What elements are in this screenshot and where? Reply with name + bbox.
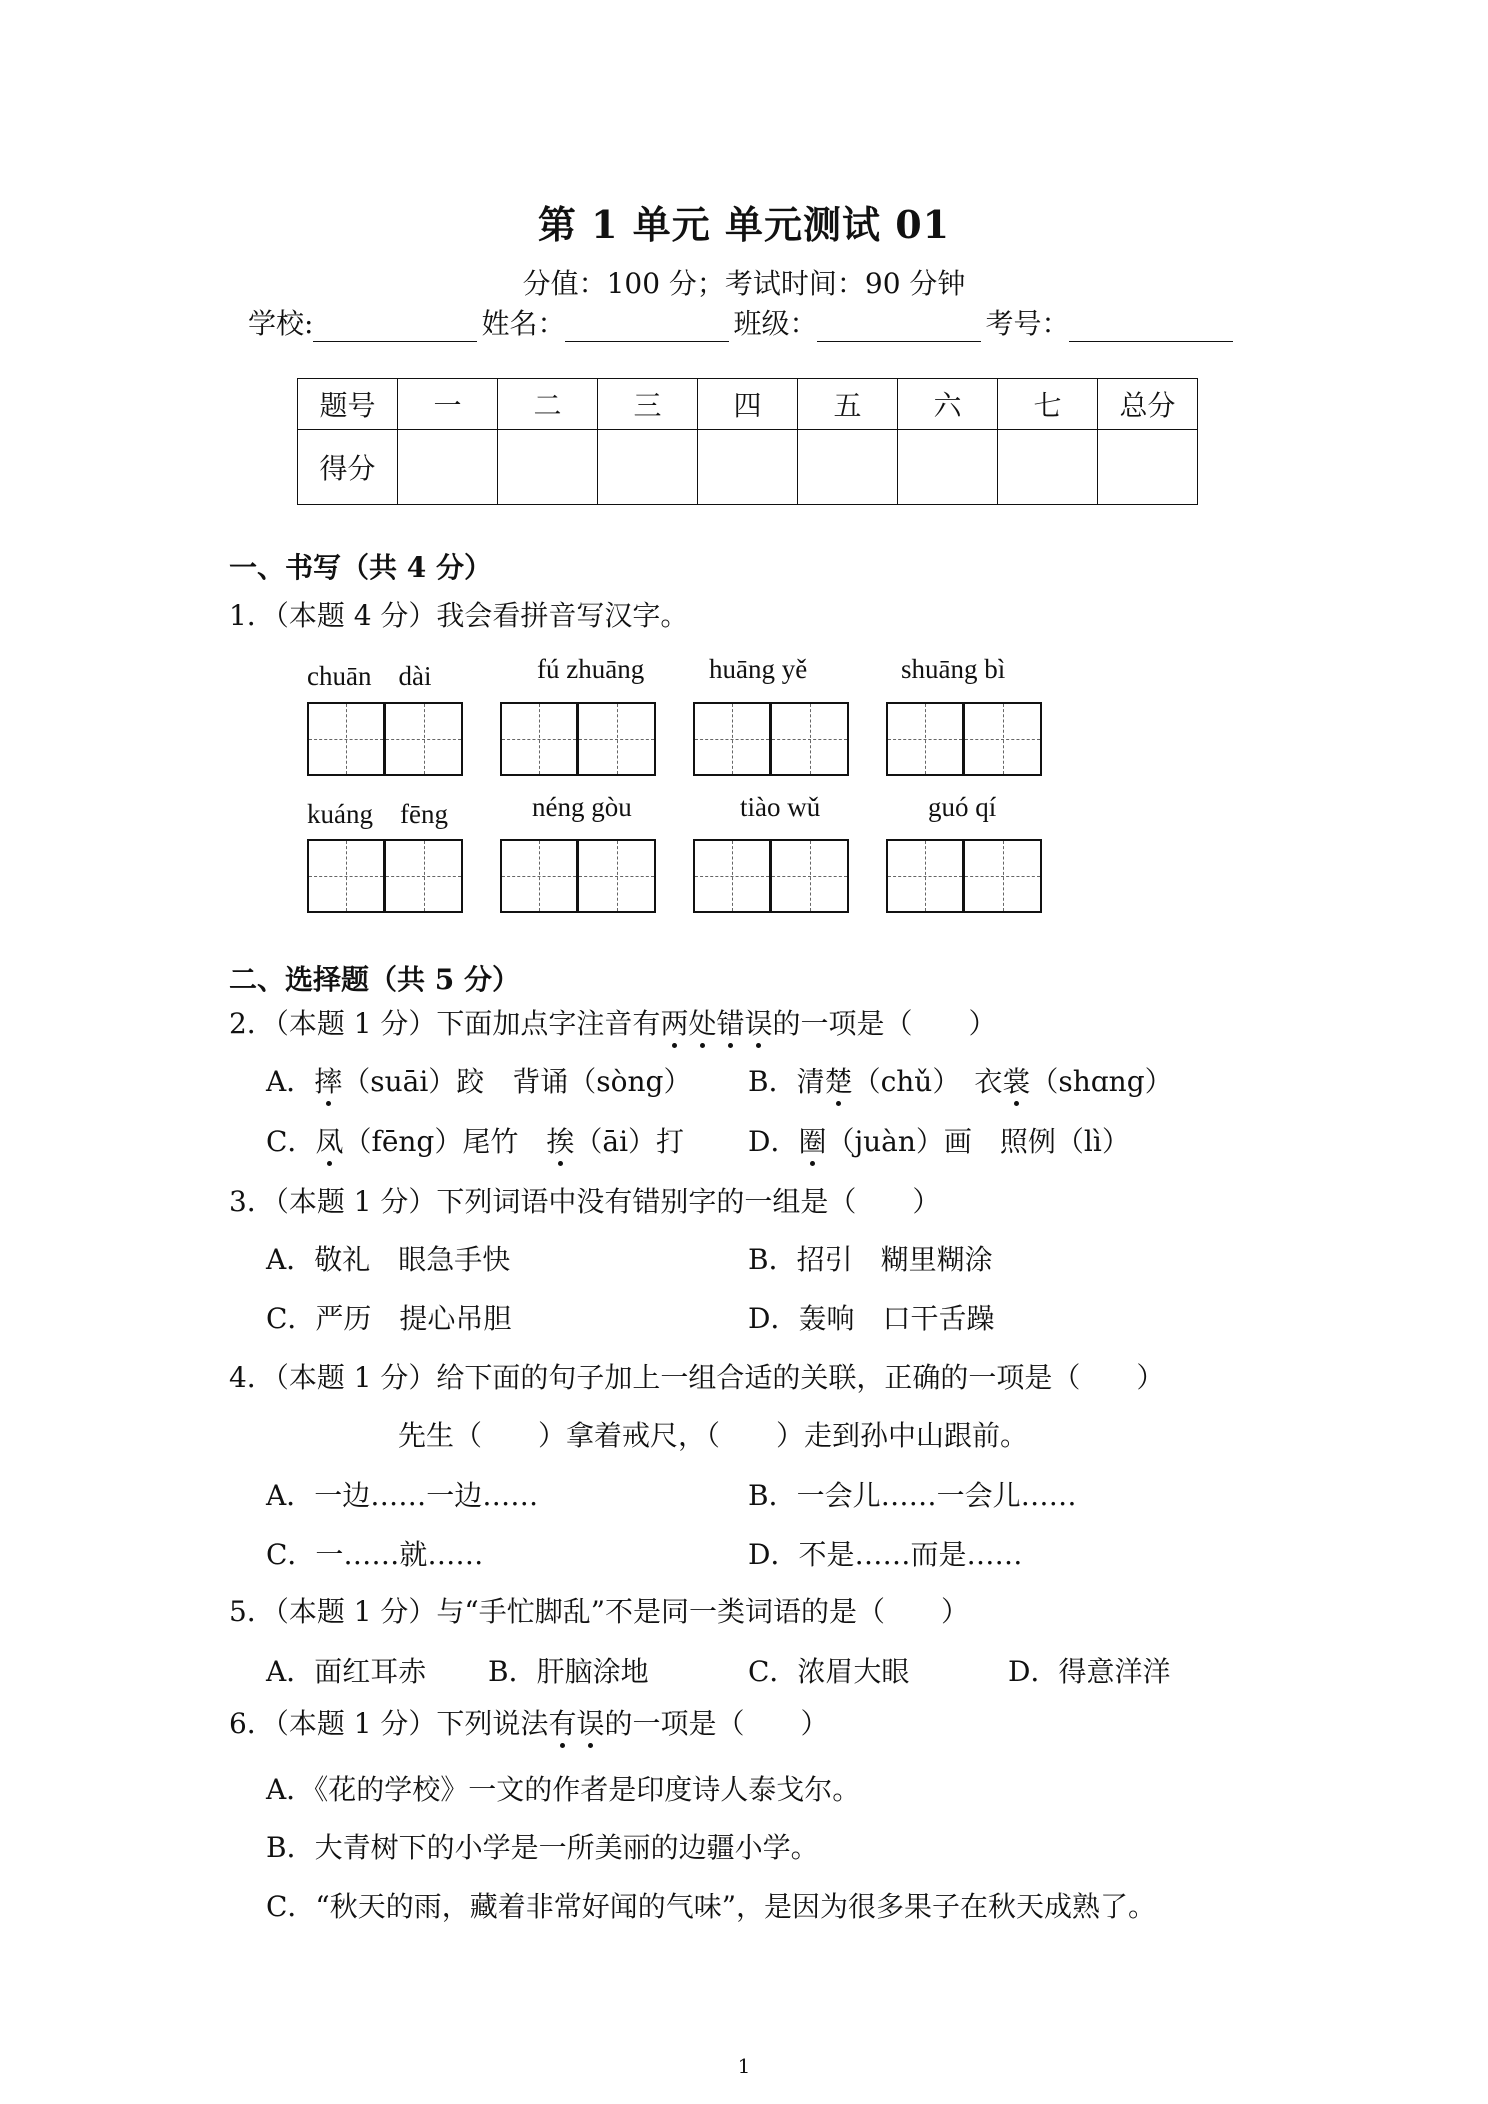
question-2-option-d[interactable]: D．圈（juàn）画 照例（lì） [748, 1120, 1130, 1160]
score-header-cell: 题号 [298, 379, 398, 430]
question-4-option-c[interactable]: C．一……就…… [266, 1538, 484, 1571]
score-table-header-row [298, 379, 1198, 430]
score-cell[interactable] [898, 430, 998, 505]
question-2-option-b[interactable]: B．清楚（chǔ） 衣裳（shɑng） [748, 1060, 1173, 1100]
section-2-heading: 二、选择题（共 5 分） [229, 963, 520, 996]
writing-grid[interactable] [886, 839, 1042, 913]
score-header-cell: 七 [998, 379, 1098, 430]
score-cell[interactable] [498, 430, 598, 505]
writing-grid[interactable] [886, 702, 1042, 776]
score-header-cell: 二 [498, 379, 598, 430]
score-header-cell: 三 [598, 379, 698, 430]
question-3-option-a[interactable]: A．敬礼 眼急手快 [266, 1243, 511, 1276]
score-cell[interactable] [1098, 430, 1198, 505]
score-cell[interactable] [798, 430, 898, 505]
writing-grid[interactable] [500, 702, 656, 776]
question-5-option-b[interactable]: B．肝脑涂地 [488, 1655, 649, 1688]
pinyin-label: kuáng fēng [307, 799, 448, 829]
section-1-heading: 一、书写（共 4 分） [229, 551, 492, 584]
score-table [297, 378, 1198, 505]
score-header-cell: 五 [798, 379, 898, 430]
page-number: 1 [737, 2054, 751, 2078]
pinyin-label: shuāng bì [901, 654, 1006, 684]
pinyin-label: guó qí [928, 792, 997, 822]
score-header-cell: 一 [398, 379, 498, 430]
score-header-cell: 四 [698, 379, 798, 430]
writing-grid[interactable] [693, 839, 849, 913]
question-4-option-d[interactable]: D．不是……而是…… [748, 1538, 1023, 1571]
question-4-sentence: 先生（ ）拿着戒尺，（ ）走到孙中山跟前。 [398, 1419, 1029, 1452]
question-6-option-c[interactable]: C．“秋天的雨，藏着非常好闻的气味”，是因为很多果子在秋天成熟了。 [266, 1890, 1157, 1923]
question-2-option-c[interactable]: C．凤（fēng）尾竹 挨（āi）打 [266, 1120, 684, 1160]
name-label: 姓名： [481, 307, 566, 340]
exam-info: 分值：100 分；考试时间：90 分钟 [522, 267, 966, 300]
question-3-option-c[interactable]: C．严历 提心吊胆 [266, 1302, 512, 1335]
pinyin-label: néng gòu [532, 792, 632, 822]
question-2-stem: 2．（本题 1 分）下面加点字注音有两处错误的一项是（ ） [229, 1002, 997, 1042]
question-1-stem: 1．（本题 4 分）我会看拼音写汉字。 [229, 599, 689, 632]
pinyin-label: fú zhuāng [537, 654, 645, 684]
score-cell[interactable] [998, 430, 1098, 505]
question-5-option-d[interactable]: D．得意洋洋 [1008, 1655, 1171, 1688]
writing-grid[interactable] [307, 839, 463, 913]
writing-grid[interactable] [693, 702, 849, 776]
question-6-option-a[interactable]: A．《花的学校》一文的作者是印度诗人泰戈尔。 [266, 1773, 861, 1806]
writing-grid[interactable] [307, 702, 463, 776]
pinyin-label: chuān dài [307, 661, 432, 691]
name-blank[interactable] [565, 311, 729, 342]
score-table-score-row [298, 430, 1198, 505]
score-cell[interactable] [698, 430, 798, 505]
pinyin-label: huāng yě [709, 654, 808, 684]
question-5-option-a[interactable]: A．面红耳赤 [266, 1655, 427, 1688]
exam-number-blank[interactable] [1069, 311, 1233, 342]
score-cell[interactable] [598, 430, 698, 505]
question-3-stem: 3．（本题 1 分）下列词语中没有错别字的一组是（ ） [229, 1185, 941, 1218]
pinyin-label: tiào wǔ [740, 792, 821, 822]
question-3-option-d[interactable]: D．轰响 口干舌躁 [748, 1302, 995, 1335]
school-label: 学校: [248, 307, 314, 340]
question-2-option-a[interactable]: A．摔（suāi）跤 背诵（sòng） [266, 1060, 692, 1100]
question-4-option-b[interactable]: B．一会儿……一会儿…… [748, 1479, 1077, 1512]
writing-grid[interactable] [500, 839, 656, 913]
question-4-option-a[interactable]: A．一边……一边…… [266, 1479, 539, 1512]
question-5-stem: 5．（本题 1 分）与“手忙脚乱”不是同一类词语的是（ ） [229, 1595, 970, 1628]
class-label: 班级： [733, 307, 818, 340]
exam-number-label: 考号： [985, 307, 1070, 340]
question-6-option-b[interactable]: B．大青树下的小学是一所美丽的边疆小学。 [266, 1831, 819, 1864]
score-row-label: 得分 [298, 430, 398, 505]
score-cell[interactable] [398, 430, 498, 505]
student-info-fields [248, 302, 1237, 342]
score-header-cell: 总分 [1098, 379, 1198, 430]
score-header-cell: 六 [898, 379, 998, 430]
question-6-stem: 6．（本题 1 分）下列说法有误的一项是（ ） [229, 1702, 828, 1742]
question-5-option-c[interactable]: C．浓眉大眼 [748, 1655, 910, 1688]
question-4-stem: 4．（本题 1 分）给下面的句子加上一组合适的关联，正确的一项是（ ） [229, 1361, 1165, 1394]
page-title: 第 1 单元 单元测试 01 [537, 202, 951, 247]
class-blank[interactable] [817, 311, 981, 342]
school-blank[interactable] [313, 311, 477, 342]
question-3-option-b[interactable]: B．招引 糊里糊涂 [748, 1243, 993, 1276]
